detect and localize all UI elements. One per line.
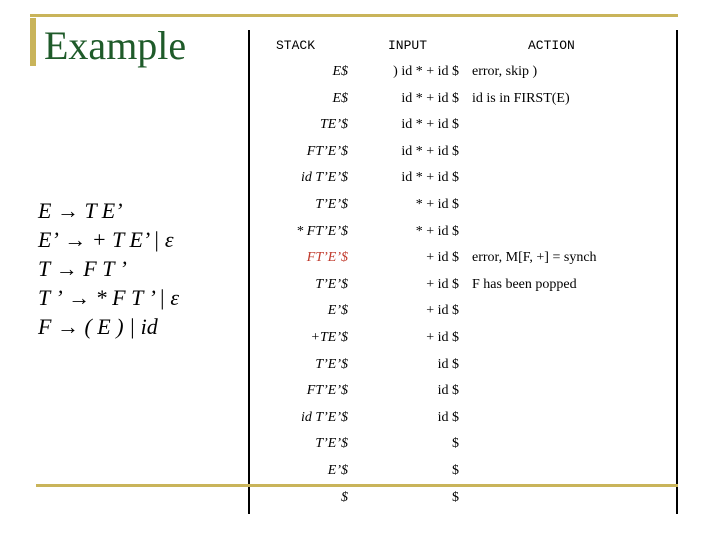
table-row [248,490,678,516]
input-cell: id * + id $ [401,90,459,106]
rule-rhs: * F T ’ | ε [90,285,180,310]
stack-cell: * FT’E’$ [296,223,348,239]
header-stack: STACK [276,38,316,53]
table-row [248,170,678,196]
stack-cell: TE’$ [320,117,348,133]
rule-rhs: + T E’ | ε [86,227,174,252]
input-cell: id $ [437,383,459,399]
stack-cell: $ [341,489,348,505]
table-row [248,224,678,250]
header-action: ACTION [528,38,575,53]
input-cell: * + id $ [415,197,459,212]
input-cell: + id $ [426,276,459,292]
input-cell: id $ [437,409,459,425]
input-cell: + id $ [426,330,459,345]
table-row [248,197,678,223]
table-row [248,64,678,90]
table-row [248,410,678,436]
top-rule [30,14,678,17]
parse-table [248,30,678,514]
stack-cell: FT’E’$ [306,383,348,399]
table-row [248,436,678,462]
rule-rhs: T E’ [78,198,123,223]
table-row [248,303,678,329]
input-cell: $ [452,436,459,452]
title-accent-bar [30,18,36,66]
action-cell: F has been popped [472,276,577,292]
input-cell: + id $ [426,303,459,319]
stack-cell: T’E’$ [315,436,348,452]
action-cell: id is in FIRST(E) [472,90,570,106]
rule-lhs: E’ [38,227,59,252]
rule-lhs: T [38,256,51,281]
input-cell: id * + id $ [401,170,459,186]
input-cell: $ [452,489,459,505]
table-row [248,117,678,143]
grammar-rule [38,196,179,225]
table-row [248,383,678,409]
input-cell: id $ [437,356,459,372]
table-row [248,277,678,303]
arrow-icon: → [58,227,87,252]
stack-cell: id T’E’$ [300,170,348,186]
rule-rhs: ( E ) | id [78,314,158,339]
grammar-rule [38,283,179,312]
action-cell: error, skip ) [472,64,538,79]
action-cell: error, M[F, +] = synch [472,250,597,266]
input-cell: + id $ [426,250,459,266]
stack-cell: +TE’$ [310,330,348,345]
header-input: INPUT [388,38,428,53]
stack-cell: FT’E’$ [306,250,348,266]
input-cell: $ [452,463,459,478]
arrow-icon: → [51,314,79,339]
stack-cell: E’$ [327,303,348,319]
input-cell: id * + id $ [401,143,459,159]
table-row [248,91,678,117]
stack-cell: E’$ [327,463,348,478]
arrow-icon: → [51,198,79,223]
rule-rhs: F T ’ [77,256,127,281]
rule-lhs: F [38,314,52,339]
arrow-icon: → [50,256,78,281]
stack-cell: T’E’$ [315,356,348,372]
grammar-rules [38,196,179,341]
bottom-rule [36,484,678,487]
slide-title: Example [44,23,187,68]
stack-cell: FT’E’$ [306,143,348,159]
arrow-icon: → [62,285,91,310]
table-row [248,330,678,356]
stack-cell: id T’E’$ [300,409,348,425]
grammar-rule [38,254,179,283]
grammar-rule [38,312,179,341]
stack-cell: T’E’$ [315,197,348,212]
input-cell: id * + id $ [401,117,459,133]
table-row [248,144,678,170]
stack-cell: T’E’$ [315,276,348,292]
rule-lhs: E [38,198,52,223]
rule-lhs: T ’ [38,285,63,310]
input-cell: * + id $ [415,223,459,239]
grammar-rule [38,225,179,254]
stack-cell: E$ [332,90,348,106]
table-row [248,250,678,276]
stack-cell: E$ [332,64,348,79]
table-row [248,357,678,383]
input-cell: ) id * + id $ [393,64,459,79]
